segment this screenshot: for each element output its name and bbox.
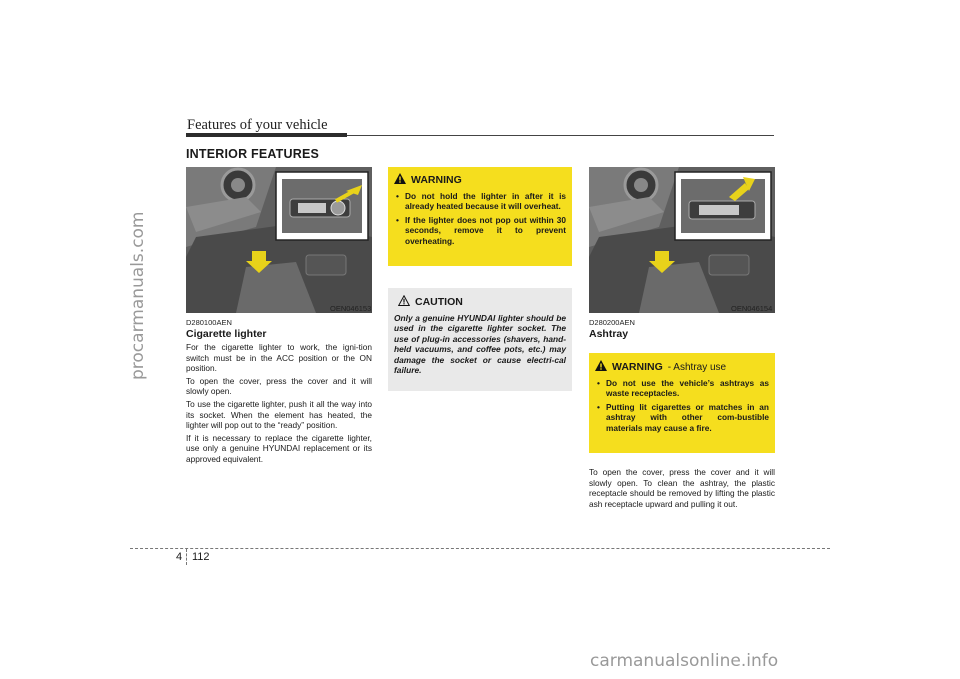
warning-header [595, 360, 769, 374]
list-item: • Putting lit cigarettes or matches in an ashtray with other com-bustible materials may cause a fire. [595, 402, 769, 433]
caution-text: Only a genuine HYUNDAI lighter should be used in the cigarette lighter socket. The use of plug-in accessories (shavers, hand-held vacuums, and coffee pots, etc.) may damage the socket or cause electri-cal failure. [394, 313, 566, 376]
warning-triangle-icon [595, 360, 607, 374]
section-code-2: D280200AEN [589, 318, 635, 327]
warning-header [394, 173, 566, 187]
list-item: • Do not hold the lighter in after it is already heated because it will overheat. [394, 191, 566, 212]
ashtray-body [589, 467, 775, 511]
paragraph: To use the cigarette lighter, push it all the way into its socket. When the element has heated, the lighter will pop out to the “ready” position. [186, 398, 372, 431]
warning-list [394, 191, 566, 246]
figure-code-1: OEN046153 [330, 304, 372, 313]
page-header-title: Features of your vehicle [187, 117, 328, 133]
caution-triangle-icon [398, 295, 410, 309]
ashtray-photo [589, 167, 775, 313]
header-bar [186, 133, 347, 137]
figure-code-2: OEN046154 [731, 304, 773, 313]
list-item: • If the lighter does not pop out within 30 seconds, remove it to prevent overheating. [394, 215, 566, 246]
heading-ashtray: Ashtray [589, 328, 629, 340]
chapter-number: 4 [176, 551, 183, 563]
warning-box-lighter [388, 167, 572, 266]
page-number: 112 [192, 551, 210, 563]
watermark-procarmanuals: procarmanuals.com [128, 211, 148, 380]
paragraph: To open the cover, press the cover and it will slowly open. [186, 375, 372, 397]
watermark-carmanualsonline: carmanualsonline.info [590, 651, 779, 671]
caution-header [394, 295, 566, 309]
warning-triangle-icon [394, 173, 406, 187]
section-title: INTERIOR FEATURES [186, 147, 320, 161]
caution-box-lighter [388, 288, 572, 391]
cigarette-lighter-photo [186, 167, 372, 313]
footer-rule [130, 548, 830, 549]
warning-box-ashtray [589, 353, 775, 453]
header-rule [347, 135, 774, 136]
warning-title: WARNING [411, 174, 462, 186]
list-item: • Do not use the vehicle’s ashtrays as waste receptacles. [595, 378, 769, 399]
warning-subtitle: - Ashtray use [667, 361, 727, 373]
paragraph: To open the cover, press the cover and it will slowly open. To clean the ashtray, the plastic receptacle should be removed by lifting the plastic ash receptacle upward and pulling it out. [589, 467, 775, 509]
caution-title: CAUTION [415, 296, 463, 308]
warning-list [595, 378, 769, 433]
cigarette-lighter-body [186, 342, 372, 467]
paragraph: For the cigarette lighter to work, the igni-tion switch must be in the ACC position or the ON position. [186, 342, 372, 374]
heading-cigarette-lighter: Cigarette lighter [186, 328, 267, 340]
footer-divider [186, 549, 187, 565]
paragraph: If it is necessary to replace the cigarette lighter, use only a genuine HYUNDAI replacement or its approved equivalent. [186, 432, 372, 464]
section-code-1: D280100AEN [186, 318, 232, 327]
warning-title: WARNING [612, 361, 663, 373]
